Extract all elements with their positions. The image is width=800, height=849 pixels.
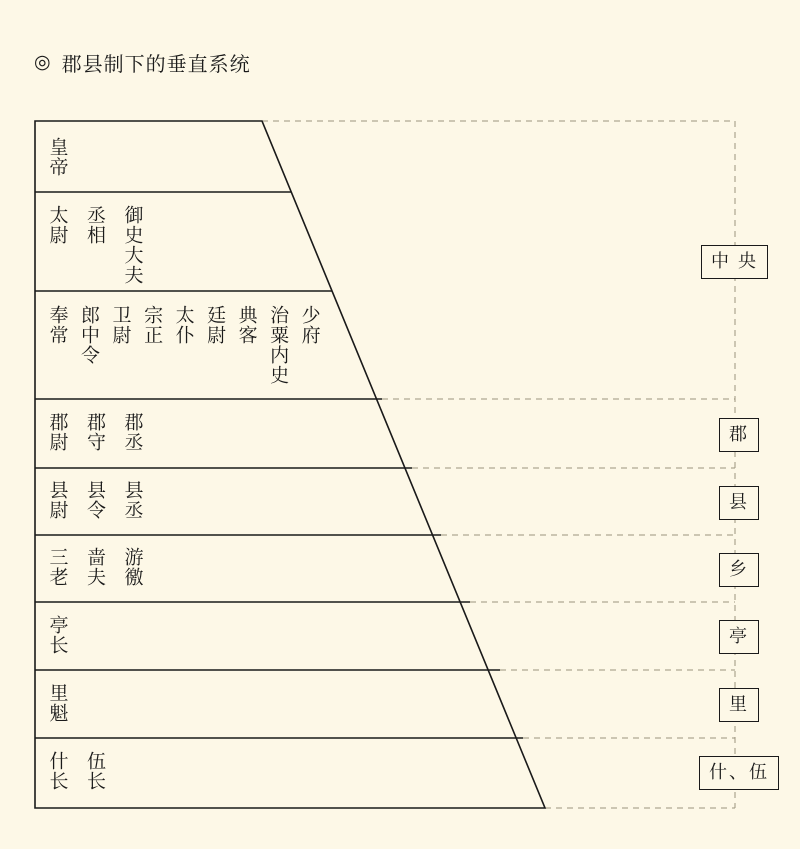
tier-ting-col-0: 亭长 bbox=[46, 615, 68, 655]
tier-township bbox=[46, 547, 142, 587]
tier-township-col-0: 三老 bbox=[46, 547, 68, 587]
tier-nine-ministers-col-4: 太仆 bbox=[172, 305, 194, 345]
tier-three-dukes bbox=[46, 205, 142, 285]
tier-three-dukes-col-1: 丞相 bbox=[84, 205, 106, 245]
tier-li bbox=[46, 683, 67, 723]
circle-dot-icon: ◎ bbox=[34, 52, 52, 73]
tier-li-col-0: 里魁 bbox=[46, 683, 68, 723]
category-box-li: 里 bbox=[719, 688, 759, 722]
tier-commandery-col-2: 郡丞 bbox=[121, 412, 143, 452]
page-title-text: 郡县制下的垂直系统 bbox=[61, 54, 251, 76]
category-box-ting: 亭 bbox=[719, 620, 759, 654]
tier-shi-wu-col-1: 伍长 bbox=[84, 751, 106, 791]
tier-nine-ministers-col-3: 宗正 bbox=[141, 305, 163, 345]
category-box-shiwu: 什、伍 bbox=[699, 756, 779, 790]
tier-commandery-col-1: 郡守 bbox=[84, 412, 106, 452]
tier-shi-wu bbox=[46, 751, 104, 791]
category-box-xiang: 乡 bbox=[719, 553, 759, 587]
tier-county-col-2: 县丞 bbox=[121, 480, 143, 520]
tier-county bbox=[46, 480, 142, 520]
tier-shi-wu-col-0: 什长 bbox=[46, 751, 68, 791]
tier-nine-ministers-col-1: 郎中令 bbox=[78, 305, 100, 365]
tier-commandery bbox=[46, 412, 142, 452]
tier-nine-ministers-col-5: 廷尉 bbox=[204, 305, 226, 345]
category-box-central: 中 央 bbox=[701, 245, 768, 279]
tier-three-dukes-col-2: 御史大夫 bbox=[121, 205, 143, 285]
tier-commandery-col-0: 郡尉 bbox=[46, 412, 68, 452]
tier-nine-ministers-col-8: 少府 bbox=[298, 305, 320, 345]
tier-emperor bbox=[46, 137, 67, 177]
category-box-xian: 县 bbox=[719, 486, 759, 520]
tier-nine-ministers-col-2: 卫尉 bbox=[109, 305, 131, 345]
tier-emperor-col-0: 皇帝 bbox=[46, 137, 68, 177]
tier-county-col-0: 县尉 bbox=[46, 480, 68, 520]
tier-three-dukes-col-0: 太尉 bbox=[46, 205, 68, 245]
category-box-jun: 郡 bbox=[719, 418, 759, 452]
tier-nine-ministers-col-0: 奉常 bbox=[46, 305, 68, 345]
tier-nine-ministers-col-6: 典客 bbox=[235, 305, 257, 345]
tier-township-col-1: 啬夫 bbox=[84, 547, 106, 587]
tier-nine-ministers bbox=[46, 305, 319, 385]
tier-ting bbox=[46, 615, 67, 655]
tier-county-col-1: 县令 bbox=[84, 480, 106, 520]
dashed-guides bbox=[262, 121, 735, 808]
tier-township-col-2: 游徼 bbox=[121, 547, 143, 587]
tier-nine-ministers-col-7: 治粟内史 bbox=[267, 305, 289, 385]
